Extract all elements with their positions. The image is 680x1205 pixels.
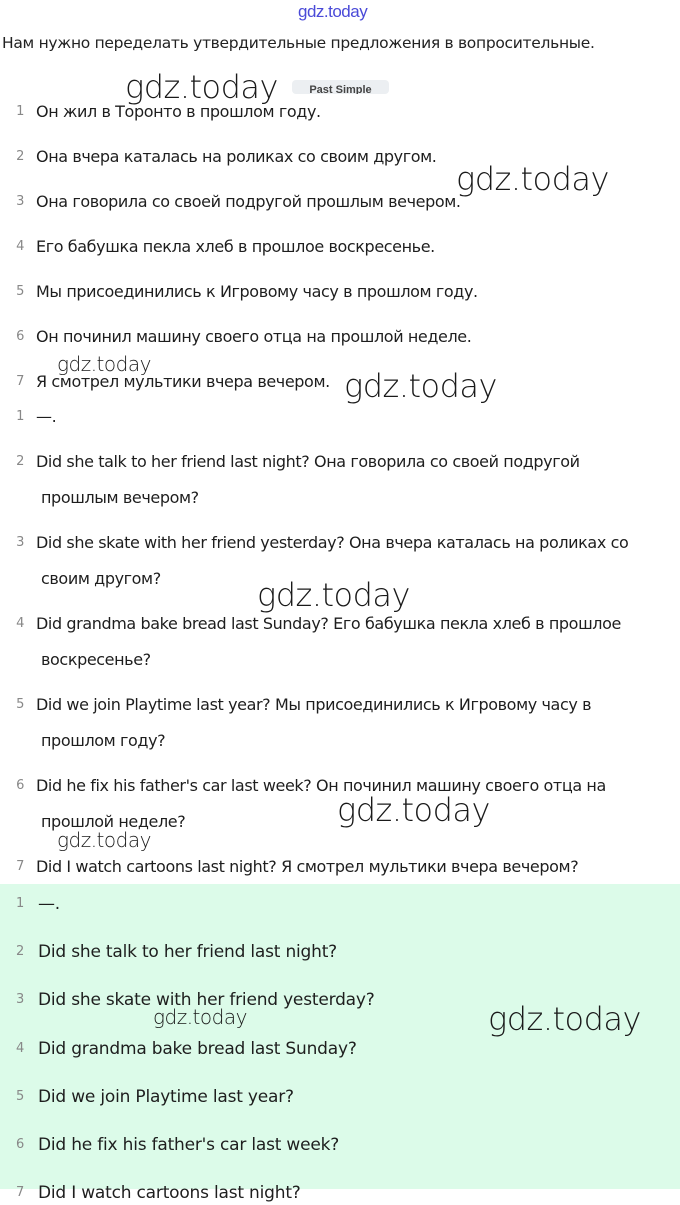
watermark: gdz.today xyxy=(57,352,151,376)
item-text: Did I watch cartoons last night? xyxy=(38,1183,301,1203)
item-number: 6 xyxy=(15,1137,25,1152)
item-text-line1: Did we join Playtime last year? Мы присоединились к Игровому часу в xyxy=(36,695,592,714)
item-text: Did she talk to her friend last night? xyxy=(38,942,337,962)
item-text: Я смотрел мультики вчера вечером. xyxy=(36,372,330,391)
item-number: 1 xyxy=(16,409,24,424)
item-text-line1: Did he fix his father's car last week? Он починил машину своего отца на xyxy=(36,776,606,795)
watermark: gdz.today xyxy=(456,160,609,198)
item-number: 2 xyxy=(15,944,25,959)
item-text: Did we join Playtime last year? xyxy=(38,1087,294,1107)
item-number: 1 xyxy=(16,104,24,119)
item-number: 3 xyxy=(16,535,24,550)
item-text: Мы присоединились к Игровому часу в прошлом году. xyxy=(36,282,478,301)
intro-text: Нам нужно переделать утвердительные предложения в вопросительные. xyxy=(2,34,595,52)
item-text: Его бабушка пекла хлеб в прошлое воскресенье. xyxy=(36,237,435,256)
watermark: gdz.today xyxy=(337,791,490,829)
item-text: Did grandma bake bread last Sunday? xyxy=(38,1039,357,1059)
item-text-line1: Did she skate with her friend yesterday? Она вчера каталась на роликах со xyxy=(36,533,629,552)
item-number: 7 xyxy=(15,1185,25,1200)
item-text: Она говорила со своей подругой прошлым вечером. xyxy=(36,192,461,211)
item-text: Он жил в Торонто в прошлом году. xyxy=(36,102,321,121)
header-watermark: gdz.today xyxy=(298,2,368,21)
item-text: Did I watch cartoons last night? Я смотрел мультики вчера вечером? xyxy=(36,857,579,876)
watermark: gdz.today xyxy=(125,68,278,106)
item-number: 6 xyxy=(16,778,24,793)
item-text-line2: прошлом году? xyxy=(41,731,166,750)
item-text-line2: прошлой неделе? xyxy=(41,812,186,831)
item-number: 1 xyxy=(15,896,25,911)
item-text-line2: воскресенье? xyxy=(41,650,151,669)
item-number: 7 xyxy=(16,374,24,389)
item-number: 3 xyxy=(16,194,24,209)
item-text-line2: своим другом? xyxy=(41,569,161,588)
item-text: Did she skate with her friend yesterday? xyxy=(38,990,375,1010)
item-text-line2: прошлым вечером? xyxy=(41,488,199,507)
item-number: 2 xyxy=(16,454,24,469)
item-number: 4 xyxy=(16,239,24,254)
item-number: 3 xyxy=(15,992,25,1007)
item-number: 7 xyxy=(16,859,24,874)
watermark: gdz.today xyxy=(153,1005,247,1029)
item-number: 5 xyxy=(16,284,24,299)
item-text: Она вчера каталась на роликах со своим другом. xyxy=(36,147,437,166)
item-number: 6 xyxy=(16,329,24,344)
item-text: Он починил машину своего отца на прошлой неделе. xyxy=(36,327,472,346)
item-text: Did he fix his father's car last week? xyxy=(38,1135,340,1155)
item-number: 4 xyxy=(15,1041,25,1056)
item-text-line1: Did grandma bake bread last Sunday? Его бабушка пекла хлеб в прошлое xyxy=(36,614,621,633)
item-text: —. xyxy=(38,894,61,914)
watermark: gdz.today xyxy=(57,828,151,852)
tense-pill: Past Simple xyxy=(292,80,389,94)
item-number: 2 xyxy=(16,149,24,164)
item-number: 5 xyxy=(15,1089,25,1104)
watermark: gdz.today xyxy=(488,1000,641,1038)
watermark: gdz.today xyxy=(344,367,497,405)
item-text-line1: Did she talk to her friend last night? Она говорила со своей подругой xyxy=(36,452,580,471)
item-number: 5 xyxy=(16,697,24,712)
watermark: gdz.today xyxy=(257,576,410,614)
item-text: —. xyxy=(36,407,57,426)
item-number: 4 xyxy=(16,616,24,631)
